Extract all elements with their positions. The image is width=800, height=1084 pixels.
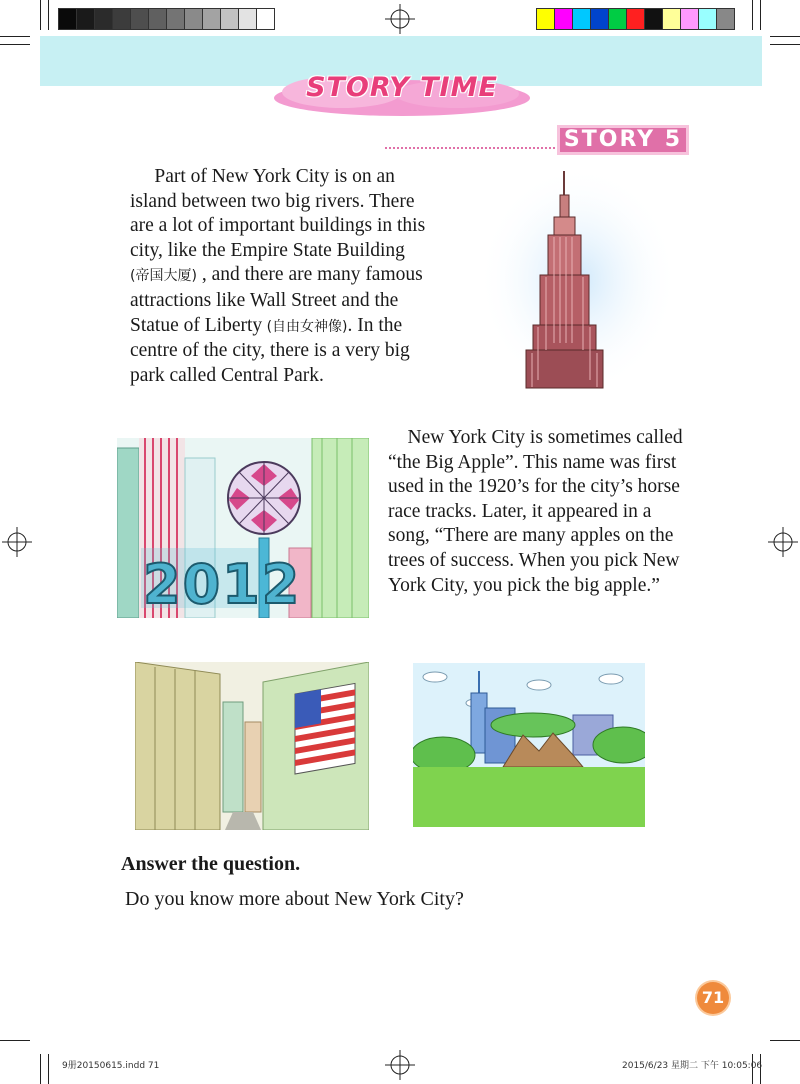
central-park-illustration (413, 663, 645, 827)
gray-swatch-strip (58, 8, 275, 30)
crop-mark (752, 0, 753, 30)
paragraph-2 (388, 426, 683, 598)
wall-street-illustration (135, 662, 369, 830)
chinese-gloss: (自由女神像) (262, 318, 348, 335)
crop-mark (48, 0, 49, 30)
color-swatch-strip (536, 8, 735, 30)
color-swatch (537, 9, 555, 29)
color-swatch (627, 9, 645, 29)
color-swatch (113, 9, 131, 29)
crop-mark (48, 1054, 49, 1084)
text-line: are a lot of important buildings in this (130, 215, 426, 237)
question-text: Do you know more about New York City? (125, 888, 464, 910)
color-swatch (681, 9, 699, 29)
color-swatch (59, 9, 77, 29)
text-line: Part of New York City is on an (154, 166, 395, 187)
text-line: city, like the Empire State Building (130, 239, 405, 261)
crop-mark (0, 44, 30, 45)
text-line: attractions like Wall Street and the (130, 289, 399, 311)
registration-mark (385, 1050, 415, 1080)
color-swatch (645, 9, 663, 29)
times-square-2012-illustration (117, 438, 369, 618)
registration-mark (768, 527, 798, 557)
story-time-banner (272, 66, 532, 122)
footer-file-info: 9册20150615.indd 71 (62, 1061, 160, 1071)
color-swatch (239, 9, 257, 29)
crop-mark (0, 1040, 30, 1041)
text-line: song, “There are many apples on the (388, 525, 674, 547)
text-line: centre of the city, there is a very big (130, 340, 410, 362)
empire-state-building-illustration (478, 165, 678, 395)
sign-2012-text: 2012 (143, 553, 302, 616)
registration-mark (385, 4, 415, 34)
crop-mark (760, 0, 761, 30)
crop-mark (770, 36, 800, 37)
paragraph-1 (130, 165, 425, 388)
text-line: race tracks. Later, it appeared in a (388, 500, 652, 522)
text-line: used in the 1920’s for the city’s horse (388, 476, 680, 498)
crop-mark (770, 44, 800, 45)
story-time-title: STORY TIME (306, 72, 498, 103)
color-swatch (699, 9, 717, 29)
badge-dotted-line (385, 147, 555, 149)
color-swatch (717, 9, 734, 29)
text-line: island between two big rivers. There (130, 190, 415, 212)
crop-mark (40, 1054, 41, 1084)
color-swatch (221, 9, 239, 29)
chinese-gloss: (帝国大厦) (130, 268, 197, 285)
color-swatch (591, 9, 609, 29)
color-swatch (95, 9, 113, 29)
text-line: Statue of Liberty (自由女神像). In the (130, 314, 403, 336)
color-swatch (185, 9, 203, 29)
text-line: “the Big Apple”. This name was first (388, 451, 677, 473)
text-line: trees of success. When you pick New (388, 549, 680, 571)
color-swatch (555, 9, 573, 29)
color-swatch (257, 9, 274, 29)
color-swatch (609, 9, 627, 29)
footer-timestamp: 2015/6/23 星期二 下午 10:05:06 (622, 1061, 763, 1071)
registration-mark (2, 527, 32, 557)
text-line: (帝国大厦) , and there are many famous (130, 264, 423, 286)
color-swatch (573, 9, 591, 29)
page-number-badge: 71 (697, 982, 729, 1014)
color-swatch (663, 9, 681, 29)
color-swatch (77, 9, 95, 29)
crop-mark (40, 0, 41, 30)
color-swatch (149, 9, 167, 29)
story-number-badge: STORY 5 (557, 125, 689, 155)
text-line: park called Central Park. (130, 364, 324, 386)
crop-mark (0, 36, 30, 37)
color-swatch (131, 9, 149, 29)
color-swatch (203, 9, 221, 29)
text-line: York City, you pick the big apple.” (388, 574, 660, 596)
answer-heading: Answer the question. (121, 853, 301, 875)
text-line: New York City is sometimes called (407, 427, 683, 448)
color-swatch (167, 9, 185, 29)
crop-mark (770, 1040, 800, 1041)
